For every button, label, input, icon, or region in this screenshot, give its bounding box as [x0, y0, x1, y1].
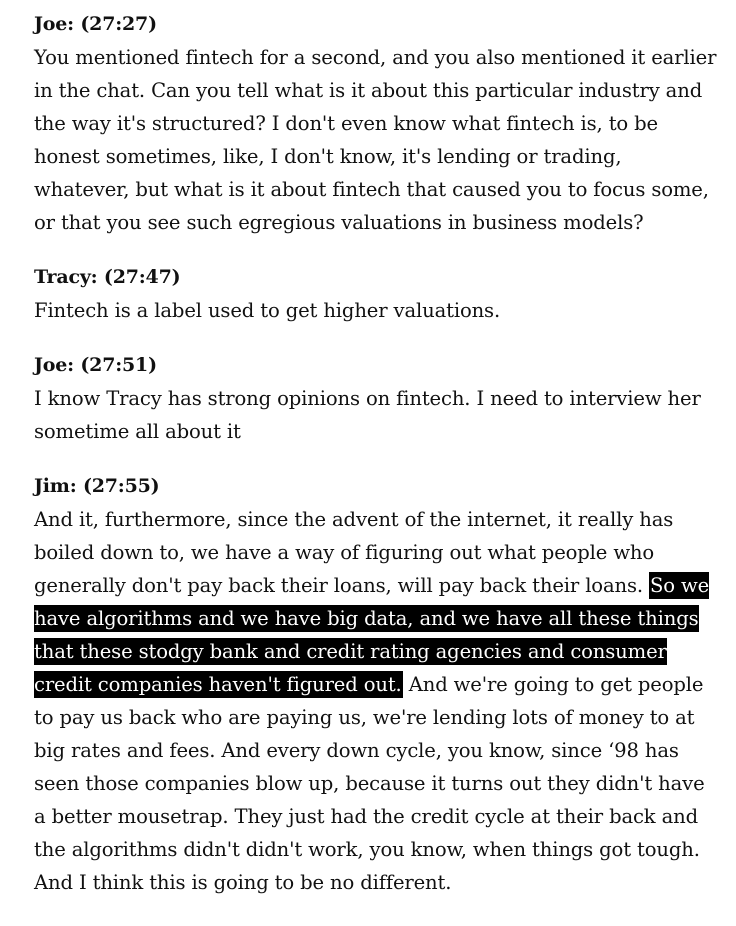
speaker-label: Jim: (27:55) — [34, 475, 160, 497]
speech-text[interactable]: You mentioned fintech for a second, and you also mentioned it earlier in the chat. Can you tell what is it about this particular industry and the way it's structured? I don't even know what fintech is, to be honest sometimes, like, I don't know, it's lending or trading, whatever, but what is it about fintech that caused you to focus some, or that you see such egregious valuations in business models? — [34, 46, 717, 234]
speaker-label: Joe: (27:51) — [34, 354, 157, 376]
speaker-label: Joe: (27:27) — [34, 13, 157, 35]
speech-text-after: And we're going to get people to pay us back who are paying us, we're lending lots of money to at big rates and fees. And every down cycle, you know, since ‘98 has seen those companies blow up, because it turns out they didn't have a better mousetrap. They just had the credit cycle at their back and the algorithms didn't didn't work, you know, when things got tough. And I think this is going to be no different. — [34, 673, 705, 894]
speech-text[interactable]: I know Tracy has strong opinions on fintech. I need to interview her sometime all about it — [34, 387, 701, 443]
transcript-entry-jim — [34, 470, 722, 899]
selected-text-highlight[interactable]: So we have algorithms and we have big data, and we have all these things that these stodgy bank and credit rating agencies and consumer credit companies haven't figured out. — [34, 574, 710, 696]
speech-text-before: And it, furthermore, since the advent of the internet, it really has boiled down to, we have a way of figuring out what people who generally don't pay back their loans, will pay back their loans. — [34, 508, 674, 597]
speaker-label: Tracy: (27:47) — [34, 266, 181, 288]
transcript-entry-joe-1 — [34, 8, 722, 239]
speech-text[interactable] — [34, 503, 722, 899]
transcript-entry-tracy — [34, 261, 722, 327]
transcript-entry-joe-2 — [34, 349, 722, 448]
speech-text[interactable]: Fintech is a label used to get higher valuations. — [34, 299, 501, 322]
